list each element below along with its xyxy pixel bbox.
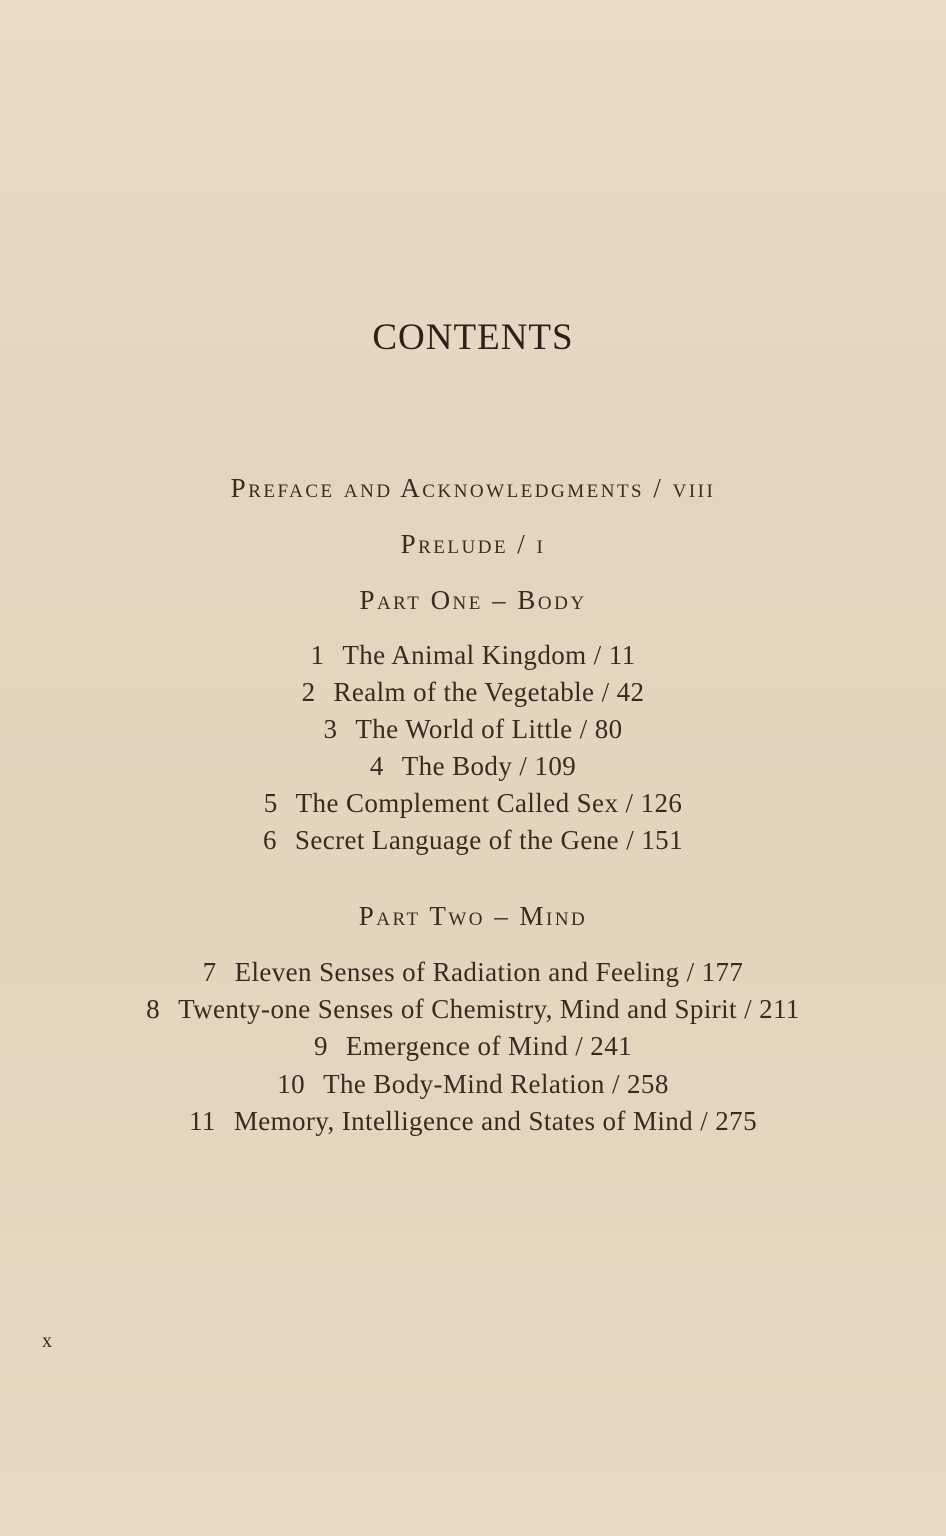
chapter-number: 7 — [202, 957, 217, 987]
toc-entry — [0, 957, 946, 988]
toc-entry — [0, 1106, 946, 1137]
toc-entry — [0, 1069, 946, 1100]
chapter-title: The World of Little / 80 — [355, 714, 623, 744]
chapter-title: Secret Language of the Gene / 151 — [294, 825, 683, 855]
chapter-title: Eleven Senses of Radiation and Feeling / 177 — [234, 957, 744, 987]
chapter-number: 8 — [146, 994, 161, 1024]
toc-preface: Preface and Acknowledgments / viii — [230, 473, 716, 503]
chapter-title: Realm of the Vegetable / 42 — [333, 677, 645, 707]
toc-entry — [0, 825, 946, 856]
toc-entry — [0, 751, 946, 782]
chapter-title: The Animal Kingdom / 11 — [342, 640, 636, 670]
part-heading-mind: Part Two – Mind — [358, 901, 588, 931]
page-title: CONTENTS — [372, 317, 574, 358]
chapter-number: 1 — [310, 640, 325, 670]
chapter-number: 10 — [277, 1069, 306, 1099]
chapter-title: Memory, Intelligence and States of Mind / 275 — [233, 1106, 757, 1136]
chapter-title: Emergence of Mind / 241 — [345, 1031, 633, 1061]
chapter-number: 6 — [263, 825, 277, 855]
toc-entry — [0, 1031, 946, 1062]
toc-entry — [0, 994, 946, 1025]
page-number: x — [42, 1330, 52, 1352]
toc-entry — [0, 640, 946, 671]
chapter-number: 3 — [323, 714, 338, 744]
toc-entry — [0, 714, 946, 745]
chapter-title: The Body / 109 — [401, 751, 577, 781]
chapter-number: 4 — [369, 751, 384, 781]
chapter-title: The Complement Called Sex / 126 — [295, 788, 683, 818]
chapter-title: The Body-Mind Relation / 258 — [323, 1069, 669, 1099]
chapter-title: Twenty-one Senses of Chemistry, Mind and Spirit / 211 — [178, 994, 800, 1024]
chapter-number: 2 — [301, 677, 316, 707]
toc-entry — [0, 788, 946, 819]
toc-prelude: Prelude / i — [400, 529, 546, 559]
chapter-number: 5 — [263, 788, 278, 818]
toc-entry — [0, 677, 946, 708]
part-heading-body: Part One – Body — [359, 585, 587, 615]
chapter-number: 9 — [313, 1031, 328, 1061]
chapter-number: 11 — [189, 1106, 216, 1136]
